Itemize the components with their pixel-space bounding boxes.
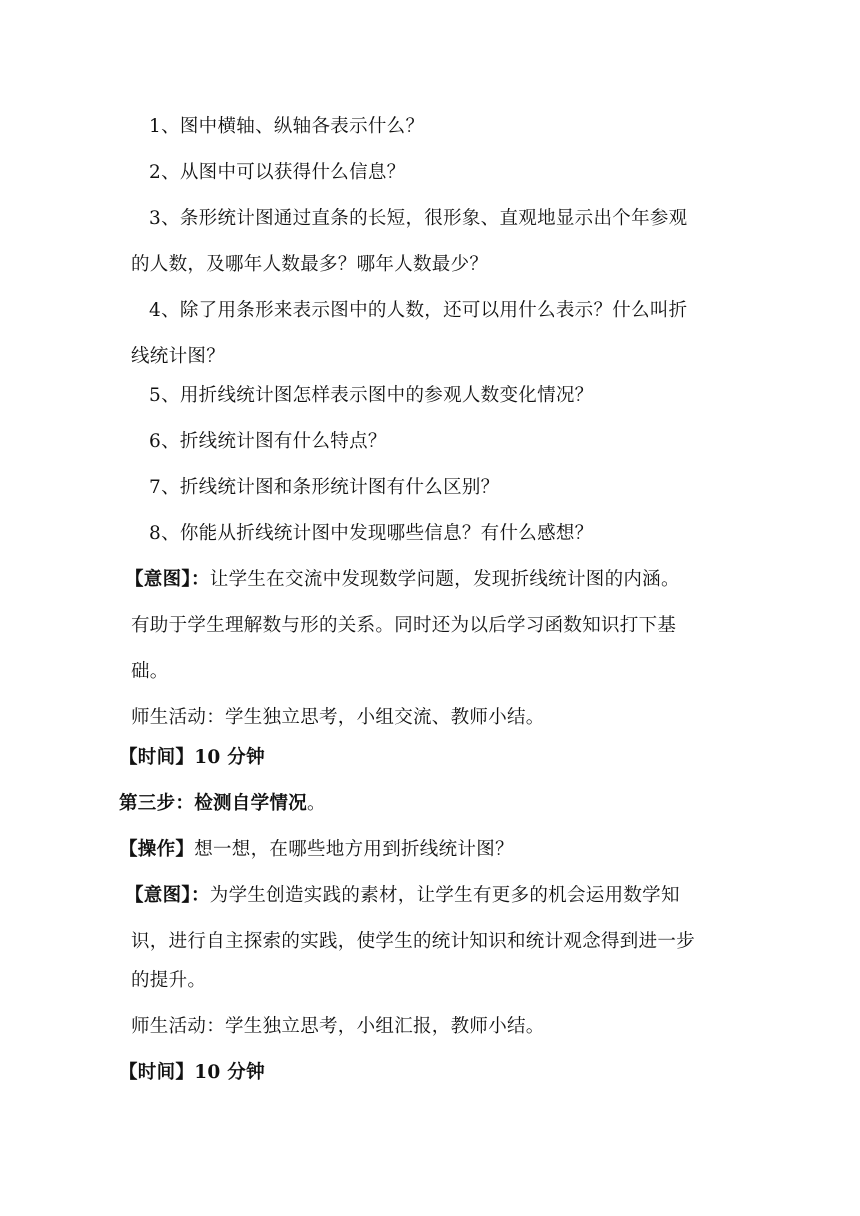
time-1: 【时间】10 分钟 <box>119 747 265 768</box>
intent-1-line-3: 础。 <box>131 661 169 682</box>
question-6: 6、折线统计图有什么特点？ <box>149 431 387 452</box>
question-4-line-2: 线统计图？ <box>131 346 226 367</box>
step-3-heading <box>119 792 326 816</box>
activity-1: 师生活动：学生独立思考，小组交流、教师小结。 <box>131 707 545 728</box>
question-7: 7、折线统计图和条形统计图有什么区别？ <box>149 477 500 498</box>
time-2: 【时间】10 分钟 <box>119 1062 265 1083</box>
step-3-end: 。 <box>307 793 326 814</box>
intent-1-label: 【意图】： <box>125 569 210 590</box>
question-3-line-1: 3、条形统计图通过直条的长短，很形象、直观地显示出个年参观 <box>149 208 688 229</box>
operation-label: 【操作】 <box>119 839 195 860</box>
intent-2-line-3: 的提升。 <box>131 970 207 991</box>
intent-1-line-1 <box>125 568 680 592</box>
question-3-line-2: 的人数，及哪年人数最多？哪年人数最少？ <box>131 254 489 275</box>
question-5: 5、用折线统计图怎样表示图中的参观人数变化情况？ <box>149 385 594 406</box>
intent-2-line-2: 识，进行自主探索的实践，使学生的统计知识和统计观念得到进一步 <box>131 931 696 952</box>
step-3-title: 第三步：检测自学情况 <box>119 793 308 814</box>
question-2: 2、从图中可以获得什么信息？ <box>149 162 406 183</box>
intent-1-text: 让学生在交流中发现数学问题，发现折线统计图的内涵。 <box>209 569 680 590</box>
question-1: 1、图中横轴、纵轴各表示什么？ <box>149 116 425 137</box>
operation-line <box>119 838 514 862</box>
question-4-line-1: 4、除了用条形来表示图中的人数，还可以用什么表示？什么叫折 <box>149 300 688 321</box>
activity-2: 师生活动：学生独立思考，小组汇报，教师小结。 <box>131 1016 545 1037</box>
intent-2-line-1 <box>125 884 680 908</box>
intent-1-line-2: 有助于学生理解数与形的关系。同时还为以后学习函数知识打下基 <box>131 615 677 636</box>
intent-2-label: 【意图】： <box>125 885 210 906</box>
question-8: 8、你能从折线统计图中发现哪些信息？有什么感想？ <box>149 523 594 544</box>
operation-text: 想一想，在哪些地方用到折线统计图？ <box>194 839 514 860</box>
intent-2-text: 为学生创造实践的素材，让学生有更多的机会运用数学知 <box>209 885 680 906</box>
